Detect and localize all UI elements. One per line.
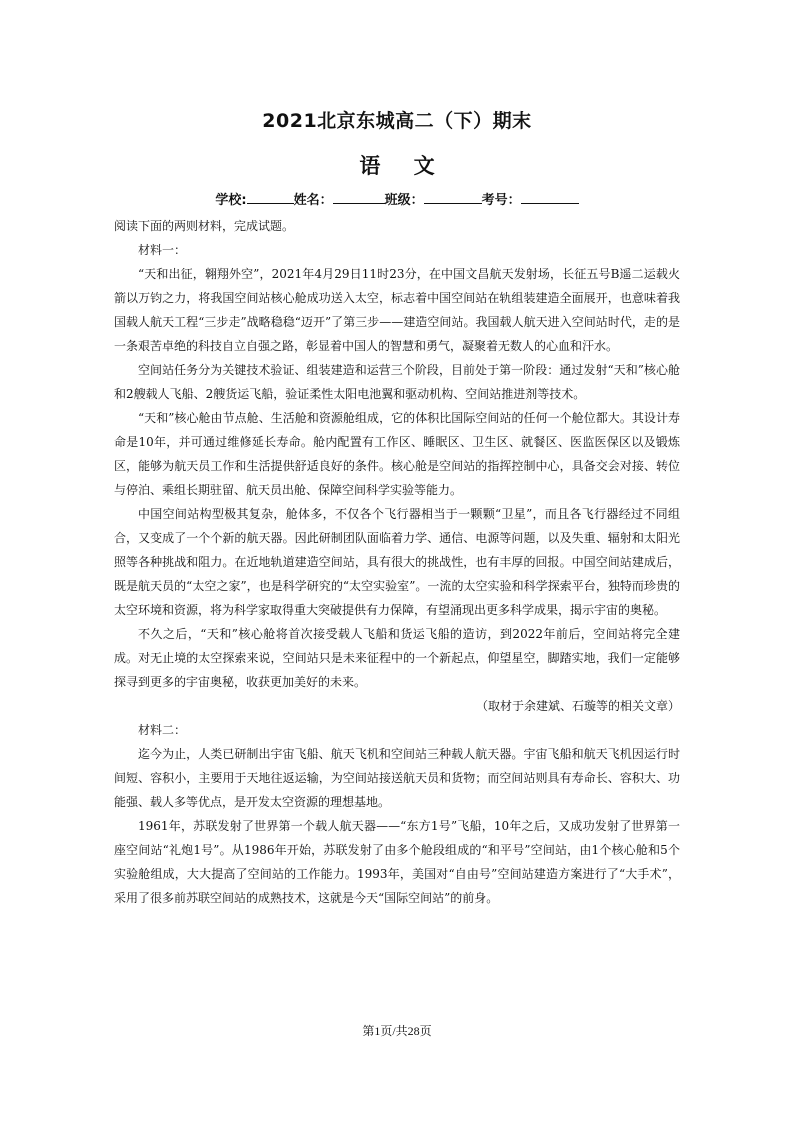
material1-paragraph: 中国空间站构型极其复杂，舱体多，不仅各个飞行器相当于一颗颗“卫星”，而且各飞行器经过不同组合，又变成了一个个新的航天器。因此研制团队面临着力学、通信、电源等问题，以及失重、辐射和太阳光照等各种挑战和阻力。在近地轨道建造空间站，具有很大的挑战性，也有丰厚的回报。中国空间站建成后，既是航天员的“太空之家”，也是科学研究的“太空实验室”。一流的太空实验和科学探索平台，独特而珍贵的太空环境和资源，将为科学家取得重大突破提供有力保障，有望涌现出更多科学成果，揭示宇宙的奥秘。: [114, 507, 680, 617]
name-label: 姓名：: [293, 193, 333, 208]
exam-title: 2021北京东城高二（下）期末: [262, 110, 532, 132]
exam-number-blank: [521, 192, 579, 204]
class-label: 班级：: [384, 193, 424, 208]
school-label: 学校:: [215, 193, 247, 208]
material2-paragraph: 1961年，苏联发射了世界第一个载人航天器——“东方1号”飞船，10年之后，又成功发射了世界第一座空间站“礼炮1号”。从1986年开始，苏联发射了由多个舱段组成的“和平号”空间站，由1个核心舱和5个实验舱组成，大大提高了空间站的工作能力。1993年，美国对“自由号”空间站建造方案进行了“大手术”，采用了很多前苏联空间站的成熟技术，这就是今天“国际空间站”的前身。: [114, 819, 680, 905]
material1-source: （取材于余建斌、石璇等的相关文章）: [475, 699, 680, 713]
subject-title: 语 文: [359, 153, 435, 178]
page-number: 第1页/共28页: [362, 1024, 432, 1038]
material1-paragraph: 空间站任务分为关键技术验证、组装建造和运营三个阶段，目前处于第一阶段：通过发射“天和”核心舱和2艘载人飞船、2艘货运飞船，验证柔性太阳电池翼和驱动机构、空间站推进剂等技术。: [114, 363, 680, 401]
student-info-line: [0, 189, 794, 208]
class-blank: [424, 192, 482, 204]
exam-number-label: 考号：: [481, 193, 521, 208]
reading-content: [114, 214, 680, 910]
instruction: 阅读下面的两则材料，完成试题。: [114, 219, 295, 233]
school-blank: [247, 192, 294, 204]
material1-label: 材料一：: [138, 243, 187, 257]
name-blank: [333, 192, 385, 204]
material2-label: 材料二：: [138, 723, 187, 737]
material2-paragraph: 迄今为止，人类已研制出宇宙飞船、航天飞机和空间站三种载人航天器。宇宙飞船和航天飞机因运行时间短、容积小，主要用于天地往返运输，为空间站接送航天员和货物；而空间站则具有寿命长、容积大、功能强、载人多等优点，是开发太空资源的理想基地。: [114, 747, 680, 809]
material1-paragraph: 不久之后，“天和”核心舱将首次接受载人飞船和货运飞船的造访，到2022年前后，空间站将完全建成。对无止境的太空探索来说，空间站只是未来征程中的一个新起点，仰望星空，脚踏实地，我们一定能够探寻到更多的宇宙奥秘，收获更加美好的未来。: [114, 627, 680, 689]
material1-paragraph: “天和出征，翱翔外空”，2021年4月29日11时23分，在中国文昌航天发射场，长征五号B遥二运载火箭以万钧之力，将我国空间站核心舱成功送入太空，标志着中国空间站在轨组装建造全面展开，也意味着我国载人航天工程“三步走”战略稳稳“迈开”了第三步——建造空间站。我国载人航天进入空间站时代，走的是一条艰苦卓绝的科技自立自强之路，彰显着中国人的智慧和勇气，凝聚着无数人的心血和汗水。: [114, 267, 680, 353]
material1-paragraph: “天和”核心舱由节点舱、生活舱和资源舱组成，它的体积比国际空间站的任何一个舱位都大。其设计寿命是10年，并可通过维修延长寿命。舱内配置有工作区、睡眠区、卫生区、就餐区、医监医保区以及锻炼区，能够为航天员工作和生活提供舒适良好的条件。核心舱是空间站的指挥控制中心，具备交会对接、转位与停泊、乘组长期驻留、航天员出舱、保障空间科学实验等能力。: [114, 411, 680, 497]
